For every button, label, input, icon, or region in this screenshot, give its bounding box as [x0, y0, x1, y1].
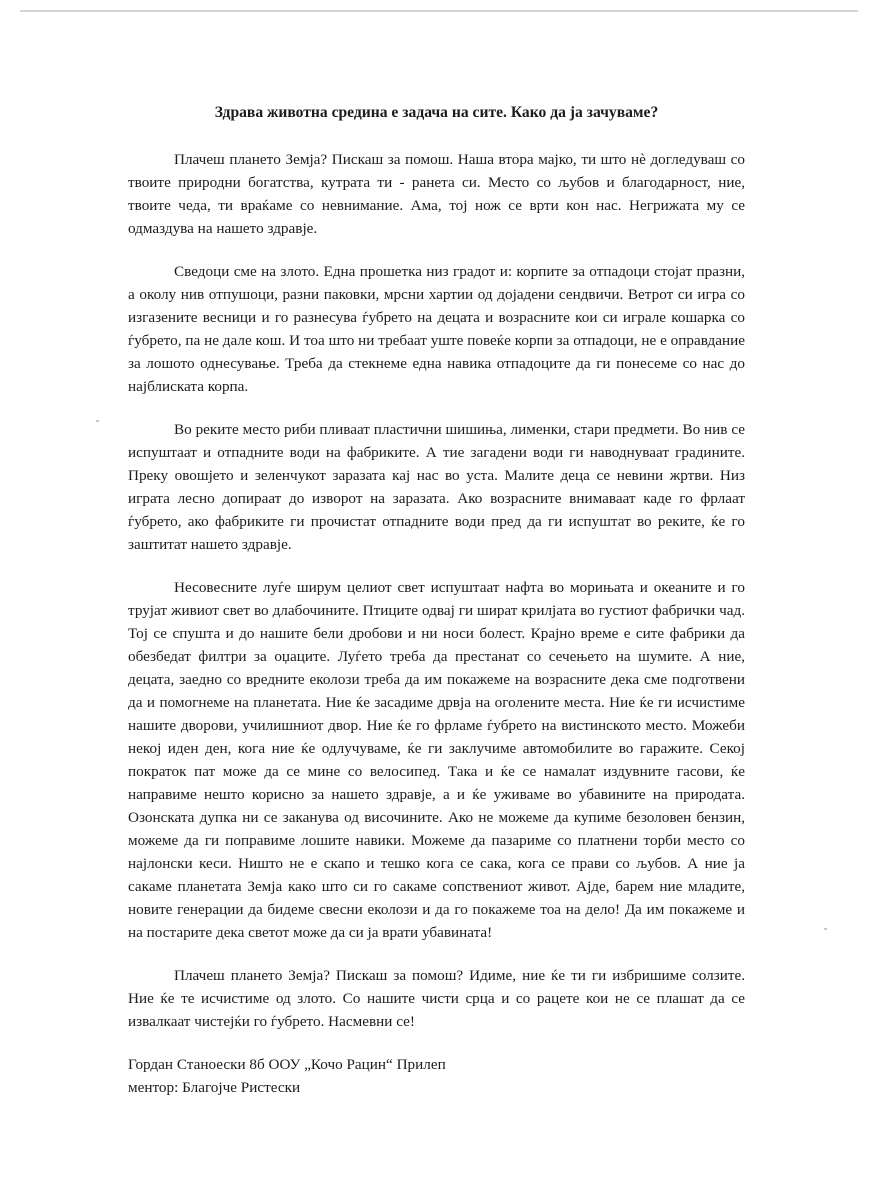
mentor-line: ментор: Благојче Ристески: [128, 1079, 301, 1096]
paragraph-2: Сведоци сме на злото. Една прошетка низ градот и: корпите за отпадоци стојат празни, а околу нив отпушоци, разни паковки, мрсни хартии од дојадени сендвичи. Ветрот си игра со изгазените весници и го разнесува ѓубрето на децата и возрасните кои си играле кошарка со ѓубрето, па не дале кош. И тоа што ни требаат уште повеќе корпи за отпадоци, не е оправдание за лошото однесување. Треба да стекнеме една навика отпадоците да ги понесеме со нас до најблиската корпа.: [128, 263, 745, 395]
scan-speck: [824, 928, 827, 930]
scan-top-edge: [20, 10, 858, 12]
paragraph-3: Во реките место риби пливаат пластични шишиња, лименки, стари предмети. Во нив се испуштаат и отпадните води на фабриките. А тие загадени води ги наводнуваат градините. Преку овошјето и зеленчукот заразата кај нас во уста. Малите деца се невини жртви. Низ играта лесно допираат до изворот на заразата. Ако возрасните внимаваат каде го фрлаат ѓубрето, ако фабриките ги прочистат отпадните води пред да ги испуштат во реките, ќе го заштитат нашето здравје.: [128, 421, 745, 553]
author-line: Гордан Станоески 8б ООУ „Кочо Рацин“ Прилеп: [128, 1056, 446, 1073]
paragraph-4: Несовесните луѓе ширум целиот свет испуштаат нафта во морињата и океаните и го трујат живиот свет во длабочините. Птиците одвај ги шират крилјата во густиот фабрички чад. Тој се спушта и до нашите бели дробови и ни носи болест. Крајно време е сите фабрики да обезбедат филтри за оџаците. Луѓето треба да престанат со сечењето на шумите. А ние, децата, заедно со вредните еколози треба да им покажеме на возрасните дека сме подготвени да и помогнеме на планетата. Ние ќе засадиме дрвја на оголените места. Ние ќе ги исчистиме нашите дворови, училишниот двор. Ние ќе го фрламе ѓубрето на вистинското место. Можеби некој иден ден, кога ние ќе одлучуваме, ќе ги заклучиме автомобилите во гаражите. Секој пократок пат може да се мине со велосипед. Така и ќе се намалат издувните гасови, ќе направиме нешто корисно за нашето здравје, а и ќе уживаме во убавините на природата. Озонската дупка ни се заканува од височините. Ако не можеме да купиме безоловен бензин, можеме да ги поправиме лошите навики. Можеме да пазариме со платнени торби место со најлонски кеси. Ништо не е скапо и тешко кога се сака, кога се прави со љубов. А ние ја сакаме планетата Земја како што си го сакаме сопствениот живот. Ајде, барем ние младите, новите генерации да бидеме свесни еколози и да го покажеме тоа на дело! Да им покажеме и на постарите дека светот може да си ја врати убавината!: [128, 579, 745, 941]
paragraph-5: Плачеш планетo Земја? Пискаш за помош? Идиме, ние ќе ти ги избришиме солзите. Ние ќе те исчистиме од злото. Со нашите чисти срца и со рацете кои не се плашат да се извалкаат чистејќи го ѓубрето. Насмевни се!: [128, 967, 745, 1030]
paragraph-1: Плачеш планетo Земја? Пискаш за помош. Наша втора мајко, ти што нè догледуваш со твоите природни богатства, кутрата ти - ранета си. Место со љубов и благодарност, ние, твоите чеда, ти враќаме со невнимание. Ама, тој нож се врти кон нас. Негрижата му се одмаздува на нашето здравје.: [128, 151, 745, 237]
document-page: [128, 102, 745, 1099]
signature-block: [128, 1053, 745, 1099]
scan-speck: [96, 420, 99, 422]
document-title: Здрава животна средина е задача на сите. Како да ја зачуваме?: [214, 104, 659, 121]
